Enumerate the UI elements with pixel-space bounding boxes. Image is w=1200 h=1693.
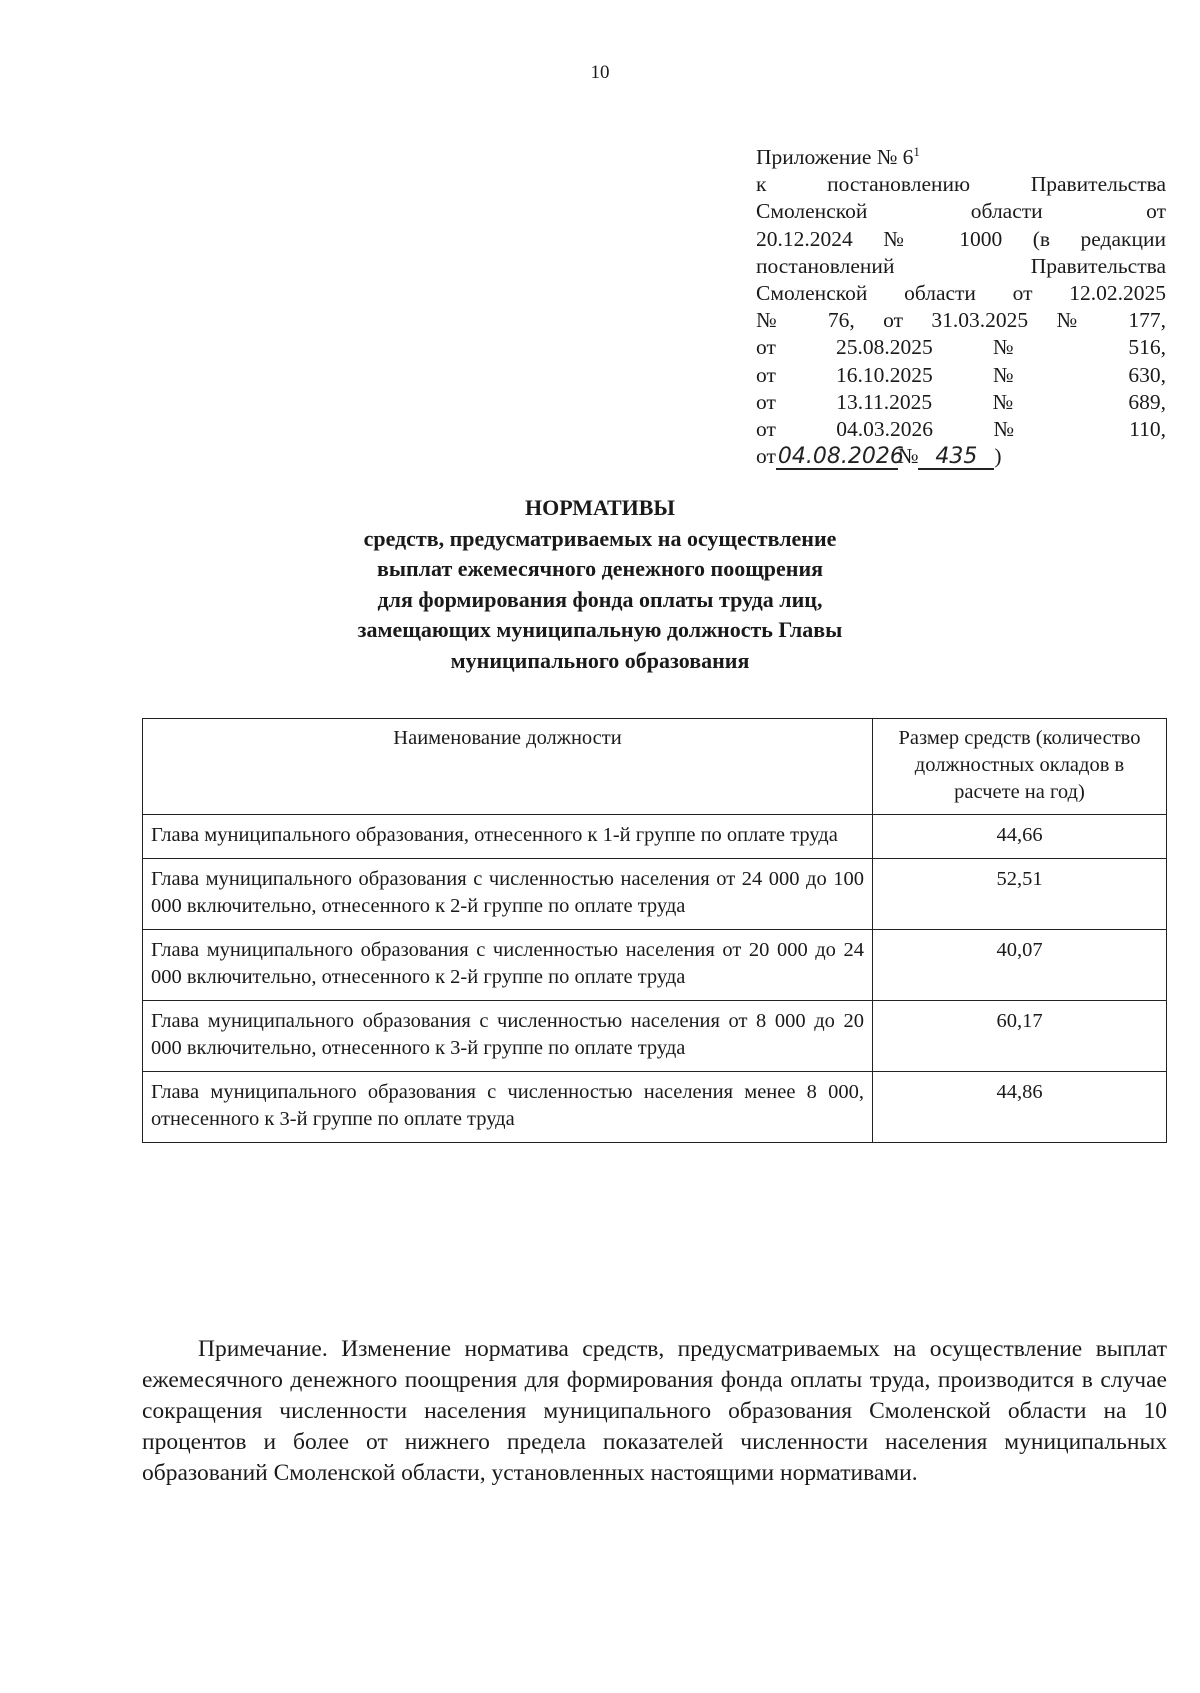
funds-size-cell: 40,07 (873, 930, 1167, 1001)
header-funds-size: Размер средств (количество должностных окладов в расчете на год) (873, 719, 1167, 815)
document-title (0, 493, 1200, 676)
appendix-line: 20.12.2024 № 1000 (в редакции (756, 226, 1166, 251)
appendix-line: от 13.11.2025 № 689, (756, 389, 1166, 414)
title-line: муниципального образования (450, 647, 750, 673)
table-row (143, 1072, 1167, 1143)
funds-size-cell: 60,17 (873, 1001, 1167, 1072)
title-line: для формирования фонда оплаты труда лиц, (377, 586, 823, 612)
position-name-cell: Глава муниципального образования с численностью населения от 8 000 до 20 000 включительно, отнесенного к 3-й группе по оплате труда (143, 1001, 873, 1072)
title-line: средств, предусматриваемых на осуществление (363, 525, 837, 551)
header-position-name: Наименование должности (143, 719, 873, 815)
position-name-cell: Глава муниципального образования, отнесенного к 1-й группе по оплате труда (143, 815, 873, 859)
appendix-line: от 04.03.2026 № 110, (756, 417, 1166, 442)
title-line: выплат ежемесячного денежного поощрения (376, 556, 824, 581)
position-name-cell: Глава муниципального образования с численностью населения от 24 000 до 100 000 включительно, отнесенного к 2-й группе по оплате труда (143, 859, 873, 930)
appendix-signature-line: от04.08.2026№ 435 ) (756, 444, 1002, 470)
appendix-line: к постановлению Правительства (756, 172, 1166, 197)
appendix-line: Смоленской области от (756, 199, 1166, 224)
norms-table (142, 718, 1167, 1143)
position-name-cell: Глава муниципального образования с численностью населения от 20 000 до 24 000 включительно, отнесенного к 2-й группе по оплате труда (143, 930, 873, 1001)
funds-size-cell: 44,66 (873, 815, 1167, 859)
position-name-cell: Глава муниципального образования с численностью населения менее 8 000, отнесенного к 3-й группе по оплате труда (143, 1072, 873, 1143)
appendix-title-superscript: 1 (913, 144, 920, 159)
funds-size-cell: 52,51 (873, 859, 1167, 930)
appendix-line: № 76, от 31.03.2025 № 177, (756, 308, 1166, 333)
note-paragraph: Примечание. Изменение норматива средств, предусматриваемых на осуществление выплат ежемесячного денежного поощрения для формирования фонда оплаты труда, производится в случае сокращения численности населения муниципального образования Смоленской области на 10 процентов и более от нижнего предела показателей численности населения муниципальных образований Смоленской области, установленных настоящими нормативами. (142, 1336, 1167, 1486)
appendix-title: Приложение № $6^1$ (756, 144, 920, 169)
table-row (143, 1001, 1167, 1072)
table-row (143, 859, 1167, 930)
title-line: НОРМАТИВЫ (524, 495, 676, 520)
appendix-line: постановлений Правительства (756, 253, 1166, 278)
appendix-block (756, 138, 1166, 470)
table-row (143, 930, 1167, 1001)
funds-size-cell: 44,86 (873, 1072, 1167, 1143)
appendix-line: Смоленской области от 12.02.2025 (756, 281, 1166, 306)
appendix-line: от 25.08.2025 № 516, (756, 335, 1166, 360)
page-number: 10 (590, 62, 610, 83)
handwritten-number: 435 (918, 446, 994, 470)
title-line: замещающих муниципальную должность Главы (357, 617, 843, 642)
handwritten-date: 04.08.2026 (777, 444, 904, 470)
table-row (143, 815, 1167, 859)
appendix-line: от 16.10.2025 № 630, (756, 362, 1166, 387)
table-header-row (143, 719, 1167, 815)
